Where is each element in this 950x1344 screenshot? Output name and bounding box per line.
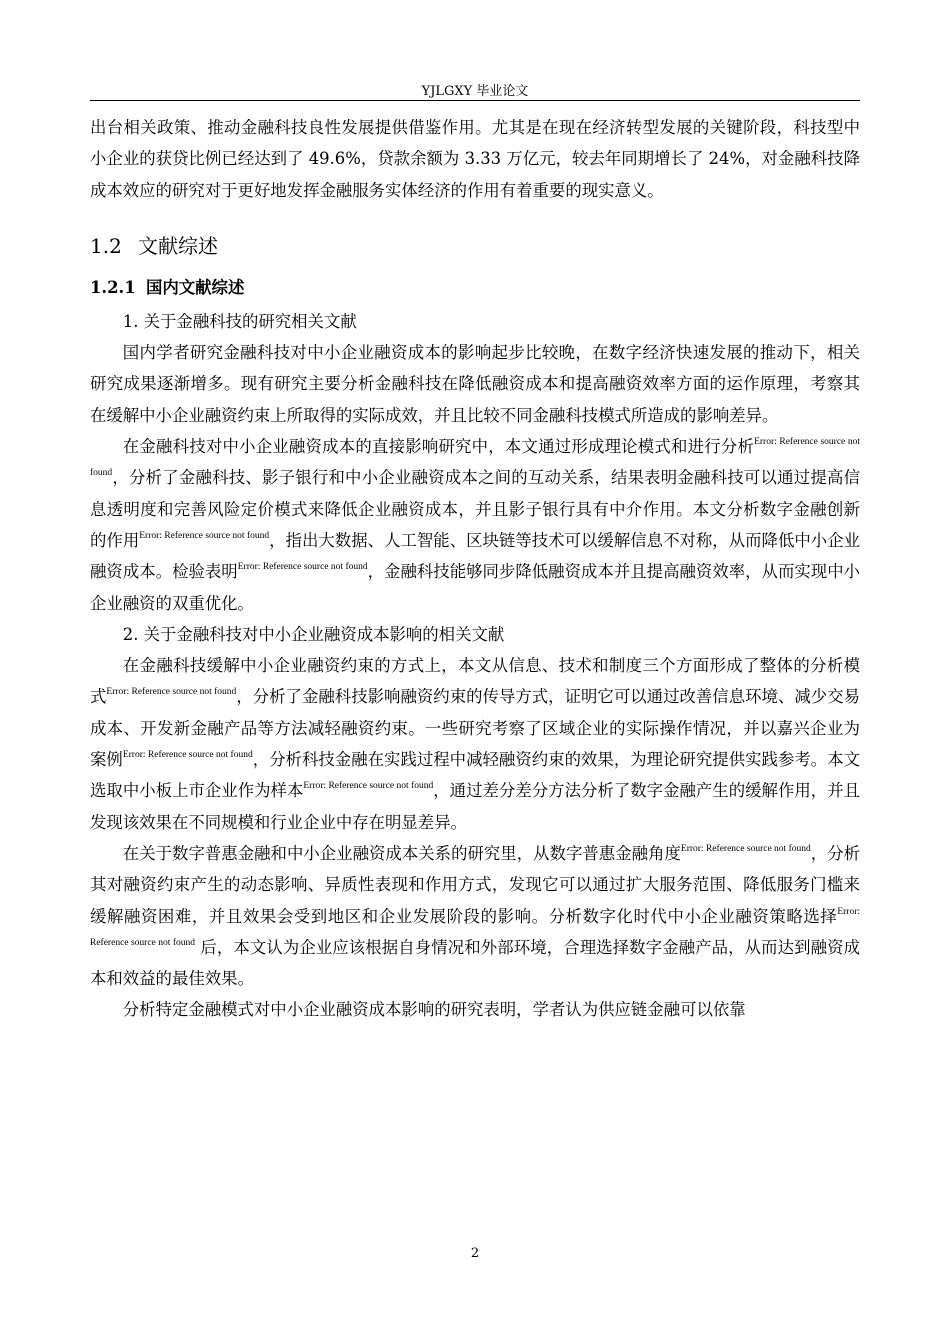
subsection-title: 国内文献综述 (146, 277, 245, 297)
text-run: ，分析了金融科技影响融资约束的传导方式，证明它可以通过改善信息环境、减少交易成本、开发新金融产品等方法减轻融资约束。一些研究考察了区域企业的实际操作情况，并以嘉兴企业为案例 (90, 687, 861, 770)
paragraph (90, 838, 860, 994)
citation-error: Error: Reference source not found (139, 530, 270, 541)
paragraph: 出台相关政策、推动金融科技良性发展提供借鉴作用。尤其是在现在经济转型发展的关键阶段，科技型中小企业的获贷比例已经达到了 49.6%，贷款余额为 3.33 万亿元，较去年同期增长了 24%，对金融科技降成本效应的研究对于更好地发挥金融服务实体经济的作用有着重要的现实意义。 (90, 118, 860, 200)
citation-error: Error: Reference source not found (90, 906, 860, 948)
paragraph (90, 650, 860, 838)
section-heading (90, 206, 860, 274)
paragraph: 分析特定金融模式对中小企业融资成本影响的研究表明，学者认为供应链金融可以依靠 (122, 1000, 746, 1020)
running-header: YJLGXY 毕业论文 (421, 84, 529, 99)
list-heading: 2. 关于金融科技对中小企业融资成本影响的相关文献 (122, 624, 505, 644)
text-run: ，分析了金融科技、影子银行和中小企业融资成本之间的互动关系，结果表明金融科技可以通过提高信息透明度和完善风险定价模式来降低企业融资成本，并且影子银行具有中介作用。本文分析数字金融创新的作用 (90, 468, 860, 550)
section-number: 1.2 (90, 233, 122, 258)
text-run: ，通过差分差分方法分析了数字金融产生的缓解作用，并且发现该效果在不同规模和行业企业中存在明显差异。 (90, 781, 860, 832)
list-heading: 1. 关于金融科技的研究相关文献 (122, 311, 357, 331)
text-run: ，指出大数据、人工智能、区块链等技术可以缓解信息不对称，从而降低中小企业融资成本。检验表明 (90, 530, 861, 582)
citation-error: Error: Reference source not found (303, 781, 434, 792)
text-run: 后，本文认为企业应该根据自身情况和外部环境，合理选择数字金融产品，从而达到融资成本和效益的最佳效果。 (90, 937, 860, 989)
citation-error: Error: Reference source not found (90, 437, 860, 479)
citation-error: Error: Reference source not found (122, 750, 253, 761)
section-title: 文献综述 (138, 233, 218, 258)
text-run: 在关于数字普惠金融和中小企业融资成本关系的研究里，从数字普惠金融角度 (122, 843, 681, 863)
page-number: 2 (470, 1246, 480, 1261)
text-run: ，分析其对融资约束产生的动态影响、异质性表现和作用方式，发现它可以通过扩大服务范围、降低服务门槛来缓解融资困难，并且效果会受到地区和企业发展阶段的影响。分析数字化时代中小企业融资策略选择 (90, 843, 861, 926)
text-run: ，分析科技金融在实践过程中减轻融资约束的效果，为理论研究提供实践参考。本文选取中小板上市企业作为样本 (90, 750, 861, 801)
paragraph: 国内学者研究金融科技对中小企业融资成本的影响起步比较晚，在数字经济快速发展的推动下，相关研究成果逐渐增多。现有研究主要分析金融科技在降低融资成本和提高融资效率方面的运作原理，考察其在缓解中小企业融资约束上所取得的实际成效，并且比较不同金融科技模式所造成的影响差异。 (90, 343, 860, 425)
subsection-heading (90, 274, 860, 306)
text-run: ，金融科技能够同步降低融资成本并且提高融资效率，从而实现中小企业融资的双重优化。 (90, 562, 861, 613)
header-rule (90, 100, 860, 101)
subsection-number: 1.2.1 (90, 277, 136, 297)
citation-error: Error: Reference source not found (237, 562, 368, 573)
citation-error: Error: Reference source not found (106, 687, 237, 698)
paragraph (90, 431, 860, 619)
citation-error: Error: Reference source not found (680, 843, 811, 854)
text-run: 在金融科技对中小企业融资成本的直接影响研究中，本文通过形成理论模式和进行分析 (122, 437, 755, 457)
text-run: 在金融科技缓解中小企业融资约束的方式上，本文从信息、技术和制度三个方面形成了整体的分析模式 (90, 656, 860, 707)
page-body (90, 112, 860, 1026)
